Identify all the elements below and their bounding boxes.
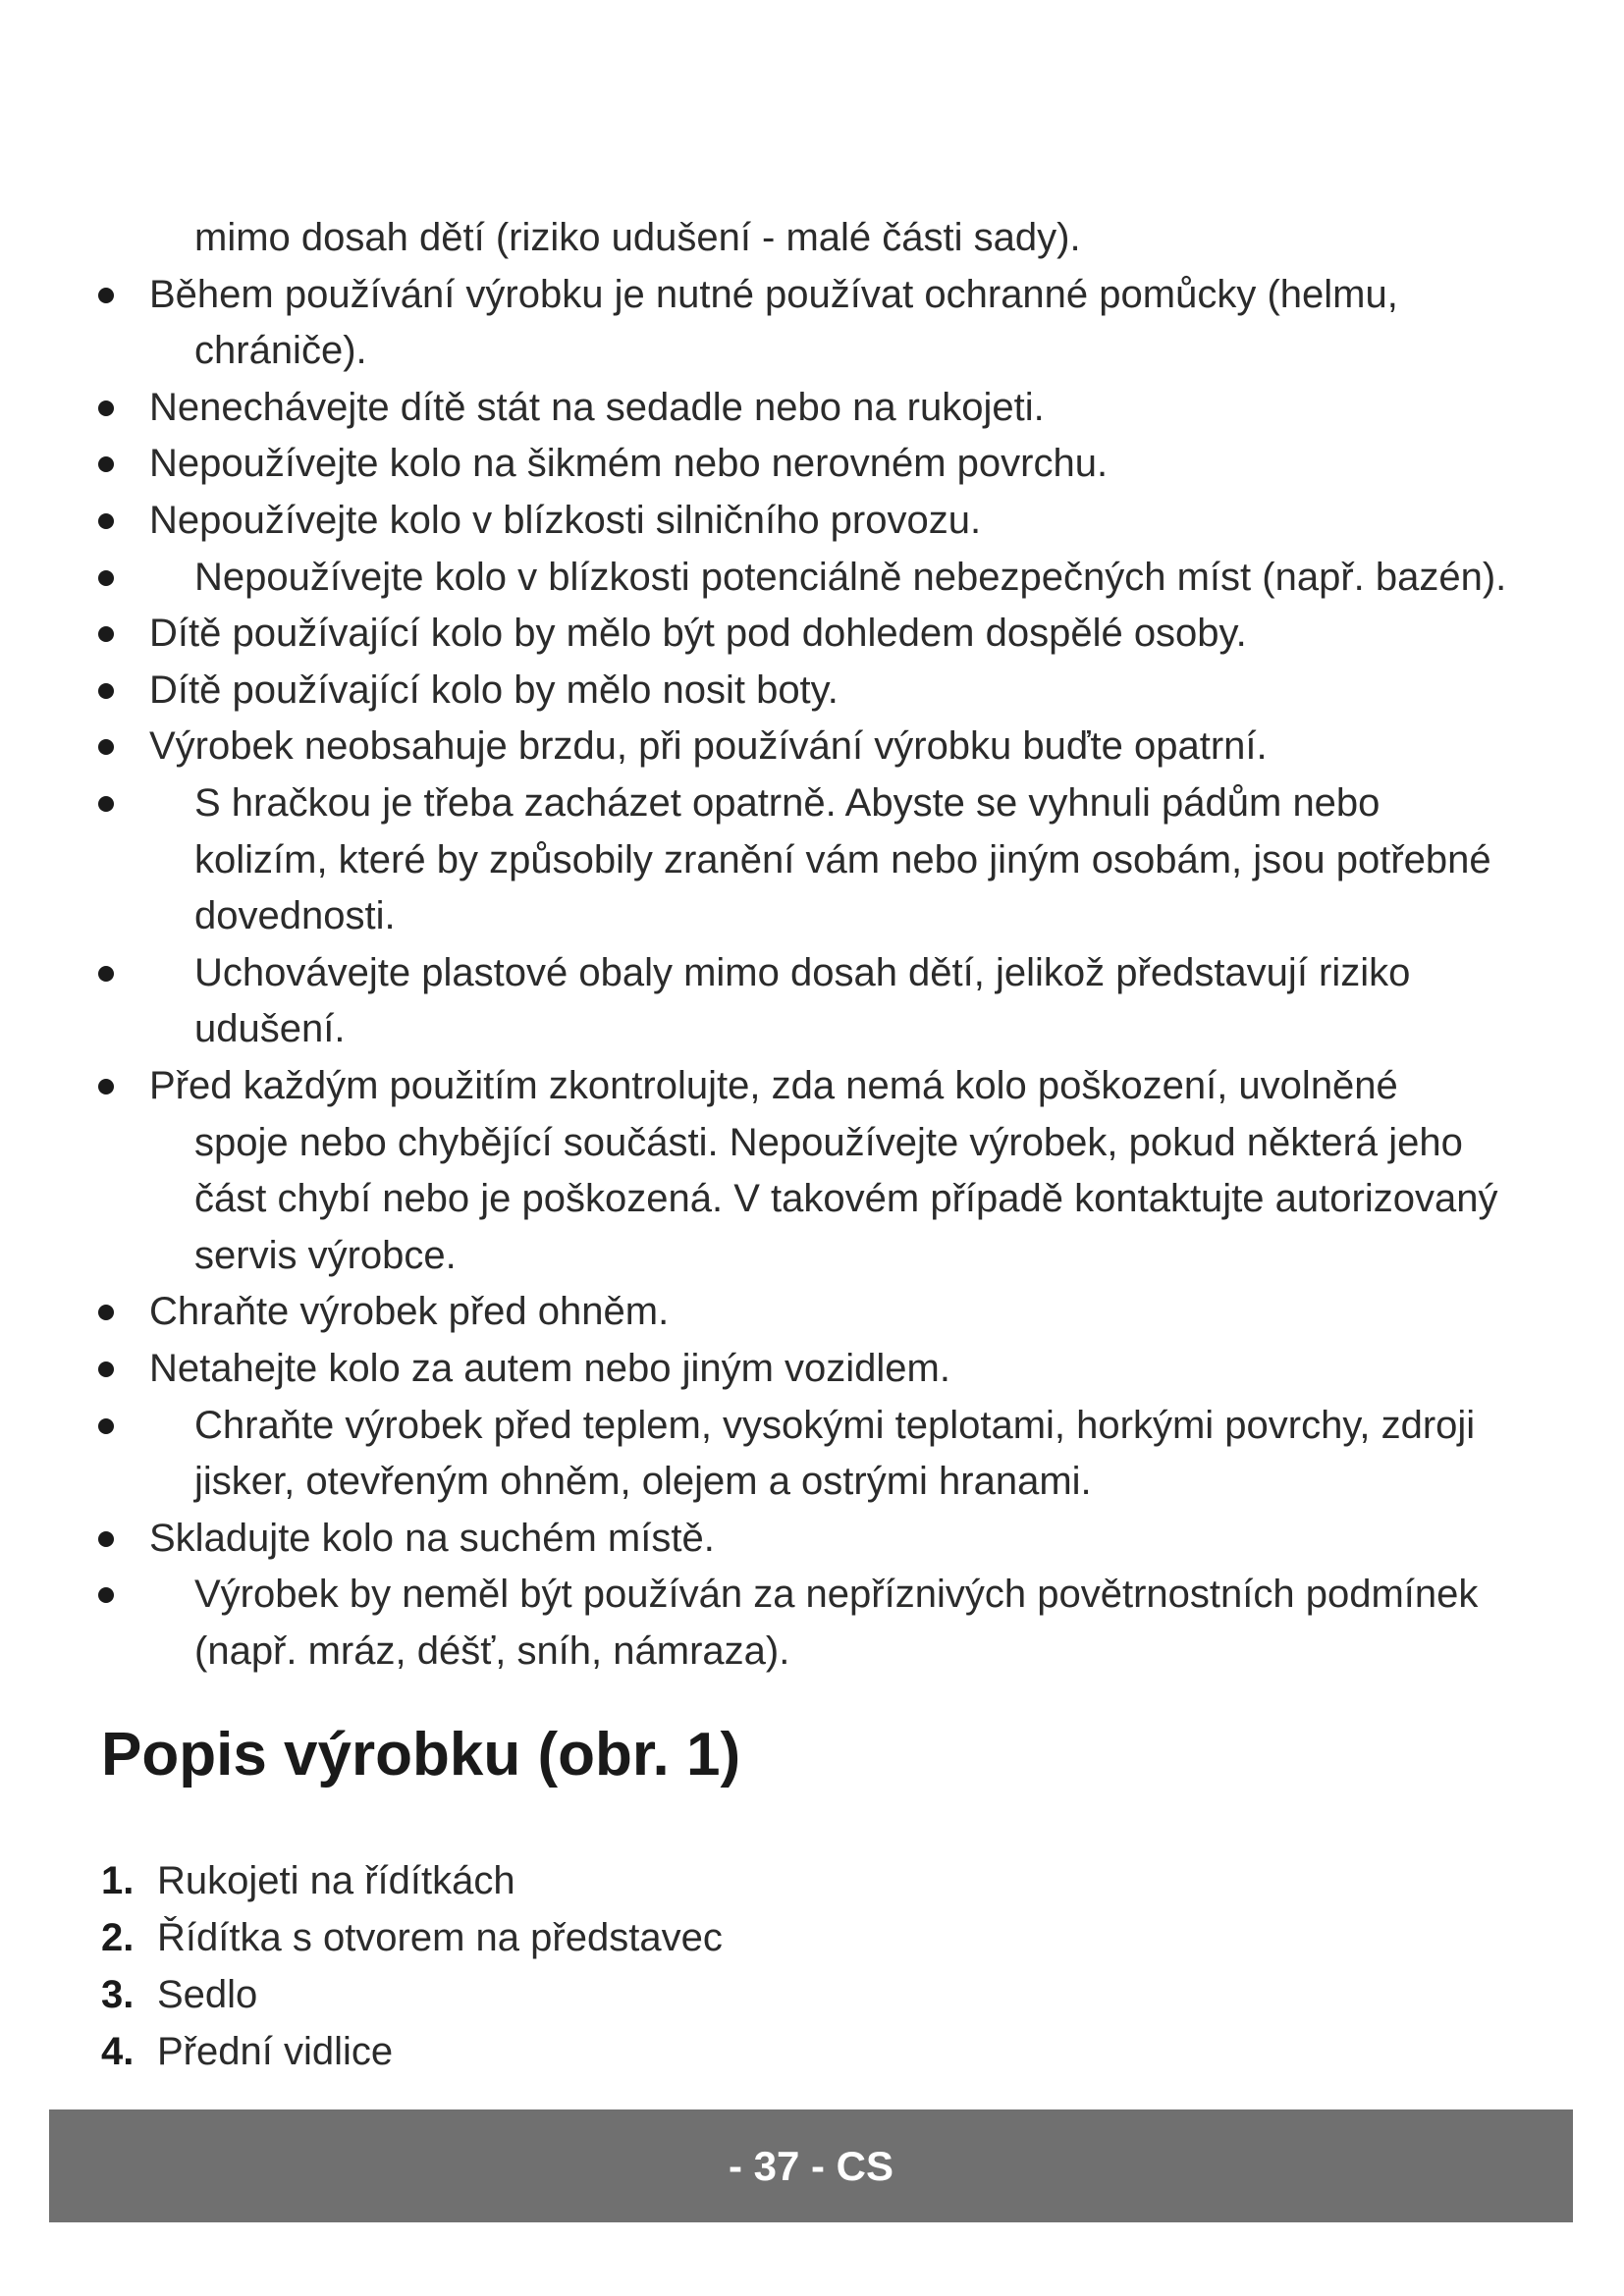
bullet-icon bbox=[98, 683, 114, 699]
bullet-icon bbox=[98, 1418, 114, 1434]
line-text: kolizím, které by způsobily zranění vám nebo jiným osobám, jsou potřebné bbox=[194, 838, 1491, 881]
bullet-icon bbox=[98, 1362, 114, 1377]
bullet-icon bbox=[98, 1305, 114, 1320]
line-text: část chybí nebo je poškozená. V takovém případě kontaktujte autorizovaný bbox=[194, 1177, 1498, 1220]
part-number: 4. bbox=[101, 2030, 135, 2073]
line-text: (např. mráz, déšť, sníh, námraza). bbox=[194, 1629, 790, 1673]
bullet-icon bbox=[98, 513, 114, 529]
line-text: servis výrobce. bbox=[194, 1234, 457, 1277]
line-text: udušení. bbox=[194, 1007, 346, 1050]
line-text: S hračkou je třeba zacházet opatrně. Abyste se vyhnuli pádům nebo bbox=[194, 781, 1380, 825]
part-number: 2. bbox=[101, 1916, 135, 1959]
line-text: jisker, otevřeným ohněm, olejem a ostrými hranami. bbox=[194, 1460, 1092, 1503]
bullet-icon bbox=[98, 796, 114, 812]
bullet-icon bbox=[98, 1531, 114, 1547]
line-text: Před každým použitím zkontrolujte, zda nemá kolo poškození, uvolněné bbox=[149, 1064, 1398, 1107]
bullet-icon bbox=[98, 288, 114, 303]
page-number: - 37 - CS bbox=[728, 2143, 894, 2189]
bullet-icon bbox=[98, 1079, 114, 1095]
line-text: Výrobek neobsahuje brzdu, při používání výrobku buďte opatrní. bbox=[149, 724, 1268, 768]
page-footer bbox=[49, 2109, 1573, 2222]
part-number: 1. bbox=[101, 1859, 135, 1902]
bullet-icon bbox=[98, 626, 114, 642]
bullet-icon bbox=[98, 1587, 114, 1603]
part-label: Řídítka s otvorem na představec bbox=[157, 1916, 723, 1959]
bullet-icon bbox=[98, 570, 114, 586]
part-label: Sedlo bbox=[157, 1973, 258, 2016]
line-text: Dítě používající kolo by mělo nosit boty. bbox=[149, 668, 839, 712]
line-text: spoje nebo chybějící součásti. Nepoužívejte výrobek, pokud některá jeho bbox=[194, 1121, 1463, 1164]
line-text: chrániče). bbox=[194, 329, 367, 372]
line-text: Netahejte kolo za autem nebo jiným vozidlem. bbox=[149, 1347, 950, 1390]
line-text: Uchovávejte plastové obaly mimo dosah dětí, jelikož představují riziko bbox=[194, 951, 1411, 994]
line-text: Chraňte výrobek před ohněm. bbox=[149, 1290, 670, 1333]
part-label: Přední vidlice bbox=[157, 2030, 394, 2073]
bullet-icon bbox=[98, 966, 114, 982]
line-text: mimo dosah dětí (riziko udušení - malé části sady). bbox=[194, 216, 1081, 259]
line-text: Nenechávejte dítě stát na sedadle nebo na rukojeti. bbox=[149, 386, 1045, 429]
part-label: Rukojeti na řídítkách bbox=[157, 1859, 515, 1902]
part-number: 3. bbox=[101, 1973, 135, 2016]
line-text: Výrobek by neměl být používán za nepříznivých povětrnostních podmínek bbox=[194, 1573, 1479, 1616]
section-heading: Popis výrobku (obr. 1) bbox=[101, 1721, 741, 1789]
bullet-icon bbox=[98, 739, 114, 755]
line-text: Skladujte kolo na suchém místě. bbox=[149, 1517, 715, 1560]
line-text: Nepoužívejte kolo v blízkosti silničního provozu. bbox=[149, 499, 982, 542]
line-text: Nepoužívejte kolo v blízkosti potenciálně nebezpečných míst (např. bazén). bbox=[194, 556, 1507, 599]
bullet-icon bbox=[98, 400, 114, 416]
line-text: Chraňte výrobek před teplem, vysokými teplotami, horkými povrchy, zdroji bbox=[194, 1404, 1476, 1447]
line-text: dovednosti. bbox=[194, 894, 396, 937]
line-text: Dítě používající kolo by mělo být pod dohledem dospělé osoby. bbox=[149, 612, 1247, 655]
line-text: Během používání výrobku je nutné používat ochranné pomůcky (helmu, bbox=[149, 273, 1398, 316]
bullet-icon bbox=[98, 456, 114, 472]
line-text: Nepoužívejte kolo na šikmém nebo nerovném povrchu. bbox=[149, 442, 1109, 485]
